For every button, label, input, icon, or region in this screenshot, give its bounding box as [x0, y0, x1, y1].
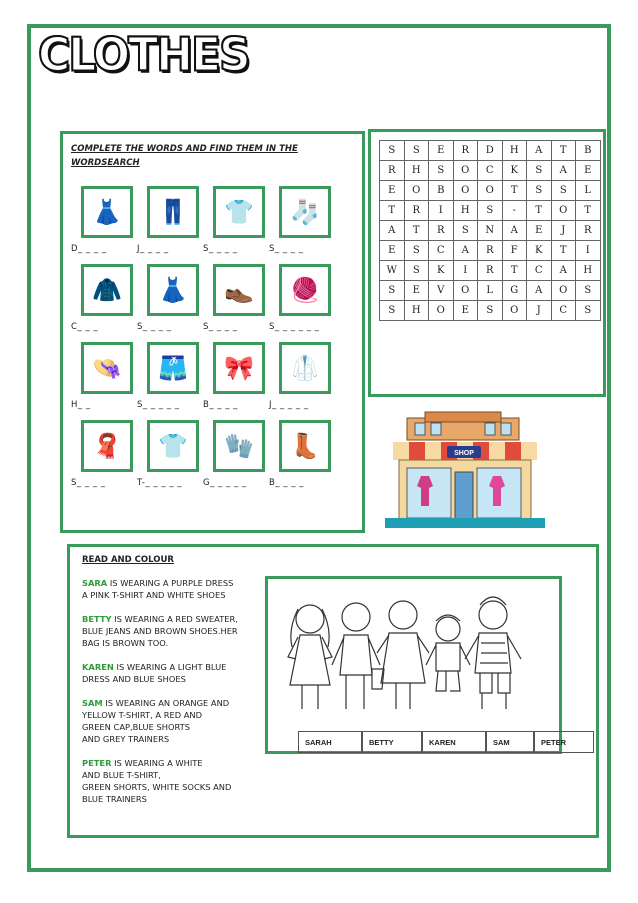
wordsearch-cell[interactable]: A [551, 261, 576, 281]
shorts-icon: 🩳 [147, 342, 199, 394]
wordsearch-cell[interactable]: S [527, 181, 552, 201]
description-line: DRESS AND BLUE SHOES [82, 674, 186, 684]
wordsearch-cell[interactable]: R [380, 161, 405, 181]
wordsearch-cell[interactable]: J [551, 221, 576, 241]
description-line: IS WEARING A LIGHT BLUE [113, 662, 227, 672]
wordsearch-row [380, 241, 601, 261]
wordsearch-cell[interactable]: S [478, 301, 503, 321]
wordsearch-cell[interactable]: R [478, 241, 503, 261]
wordsearch-cell[interactable]: - [502, 201, 527, 221]
word-blank: G_ _ _ _ _ [203, 478, 247, 488]
wordsearch-cell[interactable]: K [429, 261, 454, 281]
wordsearch-cell[interactable]: T [404, 221, 429, 241]
belt-icon: 🎀 [213, 342, 265, 394]
wordsearch-cell[interactable]: E [527, 221, 552, 241]
wordsearch-cell[interactable]: S [478, 201, 503, 221]
wordsearch-cell[interactable]: H [502, 141, 527, 161]
wordsearch-grid [379, 140, 601, 321]
wordsearch-cell[interactable]: O [502, 301, 527, 321]
wordsearch-cell[interactable]: I [429, 201, 454, 221]
word-blank: S_ _ _ _ [137, 322, 172, 332]
wordsearch-cell[interactable]: S [380, 301, 405, 321]
word-blank: B_ _ _ _ [269, 478, 304, 488]
wordsearch-cell[interactable]: A [380, 221, 405, 241]
wordsearch-cell[interactable]: C [551, 301, 576, 321]
wordsearch-cell[interactable]: S [380, 281, 405, 301]
wordsearch-row [380, 221, 601, 241]
wordsearch-row [380, 201, 601, 221]
coat-icon: 🧥 [81, 264, 133, 316]
description-line: A PINK T-SHIRT AND WHITE SHOES [82, 590, 226, 600]
child-name: BETTY [82, 614, 112, 624]
wordsearch-cell[interactable]: W [380, 261, 405, 281]
dress-icon: 👗 [81, 186, 133, 238]
description-line: BLUE TRAINERS [82, 794, 147, 804]
hat-icon: 👒 [81, 342, 133, 394]
wordsearch-cell[interactable]: A [527, 281, 552, 301]
shop-door [455, 472, 473, 522]
child-name: SAM [82, 698, 103, 708]
wordsearch-cell[interactable]: T [576, 201, 601, 221]
wordsearch-cell[interactable]: R [404, 201, 429, 221]
wordsearch-cell[interactable]: L [576, 181, 601, 201]
word-blank: J_ _ _ _ [137, 244, 169, 254]
wordsearch-cell[interactable]: S [576, 281, 601, 301]
word-blank: S_ _ _ _ [269, 244, 304, 254]
boots-icon: 👢 [279, 420, 331, 472]
description-line: AND BLUE T-SHIRT, [82, 770, 161, 780]
wordsearch-cell[interactable]: D [478, 141, 503, 161]
description-line: BAG IS BROWN TOO. [82, 638, 169, 648]
wordsearch-cell[interactable]: S [576, 301, 601, 321]
sweater-icon: 🧶 [279, 264, 331, 316]
socks-icon: 🧦 [279, 186, 331, 238]
scarf-icon: 🧣 [81, 420, 133, 472]
wordsearch-cell[interactable]: O [478, 181, 503, 201]
wordsearch-cell[interactable]: O [453, 281, 478, 301]
wordsearch-cell[interactable]: A [502, 221, 527, 241]
name-label: PETER [534, 731, 594, 753]
name-label-row [298, 731, 594, 753]
wordsearch-cell[interactable]: B [576, 141, 601, 161]
word-blank: S_ _ _ _ [71, 478, 106, 488]
wordsearch-cell[interactable]: O [551, 281, 576, 301]
description-line: GREEN SHORTS, WHITE SOCKS AND [82, 782, 232, 792]
description-line: GREEN CAP,BLUE SHORTS [82, 722, 191, 732]
description-line: IS WEARING A WHITE [111, 758, 203, 768]
wordsearch-cell[interactable]: E [404, 281, 429, 301]
word-blank: S_ _ _ _ [203, 244, 238, 254]
wordsearch-cell[interactable]: S [380, 141, 405, 161]
wordsearch-cell[interactable]: E [429, 141, 454, 161]
description-line: YELLOW T-SHIRT, A RED AND [82, 710, 203, 720]
tshirt-icon: 👕 [147, 420, 199, 472]
wordsearch-cell[interactable]: R [576, 221, 601, 241]
word-blank: J_ _ _ _ _ [269, 400, 309, 410]
shoes-icon: 👞 [213, 264, 265, 316]
shop-illustration [385, 410, 545, 528]
read-and-colour-box [67, 544, 599, 838]
description-line: BLUE JEANS AND BROWN SHOES.HER [82, 626, 238, 636]
name-label: SAM [486, 731, 534, 753]
wordsearch-cell[interactable]: T [527, 201, 552, 221]
wordsearch-cell[interactable]: T [551, 141, 576, 161]
children-picture-frame [265, 576, 567, 754]
wordsearch-cell[interactable]: T [502, 181, 527, 201]
wordsearch-cell[interactable]: T [380, 201, 405, 221]
wordsearch-cell[interactable]: T [502, 261, 527, 281]
wordsearch-cell[interactable]: O [453, 181, 478, 201]
page-title: CLOTHES [38, 28, 249, 83]
word-blank: S_ _ _ _ _ [137, 400, 180, 410]
wordsearch-cell[interactable]: S [551, 181, 576, 201]
description-paragraph [82, 661, 257, 685]
wordsearch-cell[interactable]: H [404, 301, 429, 321]
wordsearch-cell[interactable]: E [453, 301, 478, 321]
word-blank: S_ _ _ _ _ _ [269, 322, 320, 332]
wordsearch-cell[interactable]: O [453, 161, 478, 181]
wordsearch-cell[interactable]: F [502, 241, 527, 261]
wordsearch-cell[interactable]: C [478, 161, 503, 181]
word-blank: C_ _ _ [71, 322, 99, 332]
wordsearch-cell[interactable]: K [502, 161, 527, 181]
wordsearch-cell[interactable]: C [527, 261, 552, 281]
vocabulary-instruction: COMPLETE THE WORDS AND FIND THEM IN THE WORDSEARCH [71, 144, 298, 168]
wordsearch-cell[interactable]: R [429, 221, 454, 241]
wordsearch-cell[interactable]: S [453, 221, 478, 241]
description-paragraph [82, 697, 257, 745]
wordsearch-row [380, 281, 601, 301]
description-paragraph [82, 757, 257, 805]
wordsearch-cell[interactable]: B [429, 181, 454, 201]
wordsearch-cell[interactable]: J [527, 301, 552, 321]
description-paragraph [82, 577, 257, 601]
name-label: SARAH [298, 731, 362, 753]
wordsearch-cell[interactable]: E [576, 161, 601, 181]
wordsearch-cell[interactable]: R [453, 141, 478, 161]
wordsearch-cell[interactable]: S [404, 241, 429, 261]
wordsearch-cell[interactable]: L [478, 281, 503, 301]
wordsearch-cell[interactable]: G [502, 281, 527, 301]
wordsearch-row [380, 301, 601, 321]
wordsearch-cell[interactable]: O [429, 301, 454, 321]
wordsearch-cell[interactable]: N [478, 221, 503, 241]
wordsearch-cell[interactable]: C [429, 241, 454, 261]
wordsearch-cell[interactable]: I [576, 241, 601, 261]
wordsearch-cell[interactable]: S [527, 161, 552, 181]
wordsearch-cell[interactable]: O [551, 201, 576, 221]
skirt-icon: 👗 [147, 264, 199, 316]
wordsearch-cell[interactable]: V [429, 281, 454, 301]
description-paragraph [82, 613, 257, 649]
wordsearch-cell[interactable]: A [551, 161, 576, 181]
wordsearch-row [380, 261, 601, 281]
word-blank: B_ _ _ _ [203, 400, 238, 410]
child-name: SARA [82, 578, 108, 588]
wordsearch-cell[interactable]: I [453, 261, 478, 281]
word-blank: D_ _ _ _ [71, 244, 107, 254]
wordsearch-box [368, 129, 606, 397]
gloves-icon: 🧤 [213, 420, 265, 472]
wordsearch-row [380, 141, 601, 161]
wordsearch-cell[interactable]: E [380, 181, 405, 201]
name-label: KAREN [422, 731, 486, 753]
child-name: KAREN [82, 662, 114, 672]
word-blank: H_ _ [71, 400, 91, 410]
wordsearch-cell[interactable]: A [453, 241, 478, 261]
wordsearch-cell[interactable]: R [478, 261, 503, 281]
wordsearch-cell[interactable]: S [404, 141, 429, 161]
wordsearch-cell[interactable]: O [404, 181, 429, 201]
name-label: BETTY [362, 731, 422, 753]
wordsearch-cell[interactable]: E [380, 241, 405, 261]
description-line: IS WEARING A PURPLE DRESS [107, 578, 234, 588]
wordsearch-row [380, 181, 601, 201]
wordsearch-cell[interactable]: H [576, 261, 601, 281]
read-and-colour-title: READ AND COLOUR [82, 555, 174, 565]
jeans-icon: 👖 [147, 186, 199, 238]
child-name: PETER [82, 758, 112, 768]
children-drawing [268, 579, 559, 719]
description-line: IS WEARING AN ORANGE AND [102, 698, 230, 708]
wordsearch-cell[interactable]: A [527, 141, 552, 161]
wordsearch-cell[interactable]: H [453, 201, 478, 221]
shop-sign-text: SHOP [454, 450, 474, 457]
vocabulary-box [60, 131, 365, 533]
shirt-icon: 👕 [213, 186, 265, 238]
wordsearch-cell[interactable]: S [429, 161, 454, 181]
word-blank: S_ _ _ _ [203, 322, 238, 332]
wordsearch-cell[interactable]: K [527, 241, 552, 261]
wordsearch-row [380, 161, 601, 181]
description-line: AND GREY TRAINERS [82, 734, 170, 744]
jacket-icon: 🥼 [279, 342, 331, 394]
word-blank: T-_ _ _ _ _ [137, 478, 183, 488]
description-line: IS WEARING A RED SWEATER, [111, 614, 238, 624]
wordsearch-cell[interactable]: S [404, 261, 429, 281]
wordsearch-cell[interactable]: T [551, 241, 576, 261]
wordsearch-cell[interactable]: H [404, 161, 429, 181]
